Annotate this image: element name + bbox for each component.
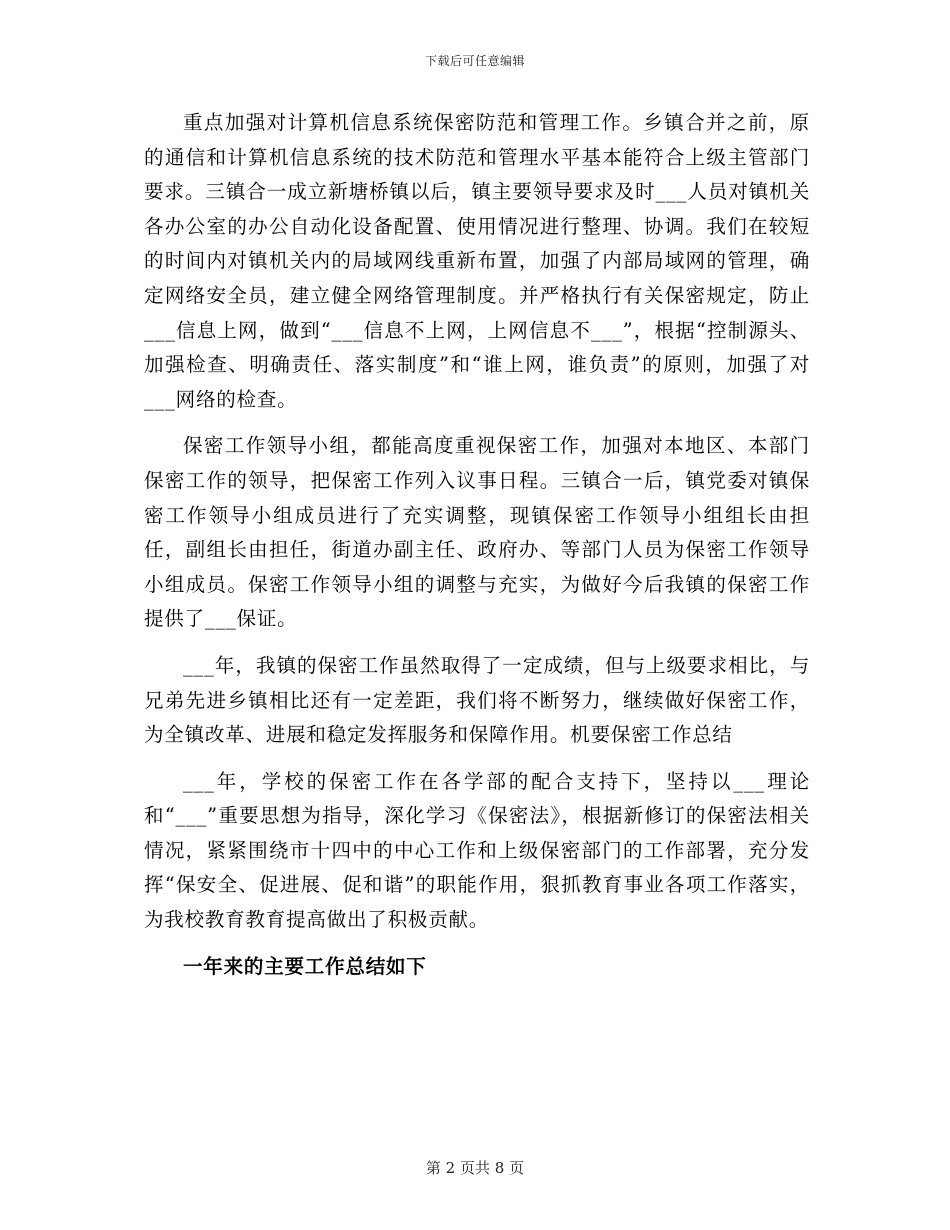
- paragraph-leadership-group: 保密工作领导小组，都能高度重视保密工作，加强对本地区、本部门保密工作的领导，把保密工作列入议事日程。三镇合一后，镇党委对镇保密工作领导小组成员进行了充实调整，现镇保密工作领导小组组长由担任，副组长由担任，街道办副主任、政府办、等部门人员为保密工作领导小组成员。保密工作领导小组的调整与充实，为做好今后我镇的保密工作提供了___保证。: [144, 434, 810, 631]
- section-heading: 一年来的主要工作总结如下: [183, 954, 427, 978]
- paragraph-school-summary: ___年，学校的保密工作在各学部的配合支持下，坚持以___理论和“___”重要思想为指导，深化学习《保密法》，根据新修订的保密法相关情况，紧紧围绕市十四中的中心工作和上级保密部门的工作部署，充分发挥“保安全、促进展、促和谐”的职能作用，狠抓教育事业各项工作落实，为我校教育教育提高做出了积极贡献。: [144, 769, 810, 932]
- document-body: [144, 106, 810, 996]
- page-footer: 第 2 页共 8 页: [425, 1159, 525, 1177]
- paragraph-town-summary: ___年，我镇的保密工作虽然取得了一定成绩，但与上级要求相比，与兄弟先进乡镇相比还有一定差距，我们将不断努力，继续做好保密工作，为全镇改革、进展和稳定发挥服务和保障作用。机要保密工作总结: [144, 653, 810, 747]
- paragraph-network-security: 重点加强对计算机信息系统保密防范和管理工作。乡镇合并之前，原的通信和计算机信息系统的技术防范和管理水平基本能符合上级主管部门要求。三镇合一成立新塘桥镇以后，镇主要领导要求及时___人员对镇机关各办公室的办公自动化设备配置、使用情况进行整理、协调。我们在较短的时间内对镇机关内的局域网线重新布置，加强了内部局域网的管理，确定网络安全员，建立健全网络管理制度。并严格执行有关保密规定，防止___信息上网，做到“___信息不上网，上网信息不___”，根据“控制源头、加强检查、明确责任、落实制度”和“谁上网，谁负责”的原则，加强了对___网络的检查。: [144, 111, 810, 411]
- page-header: 下载后可任意编辑: [424, 54, 525, 68]
